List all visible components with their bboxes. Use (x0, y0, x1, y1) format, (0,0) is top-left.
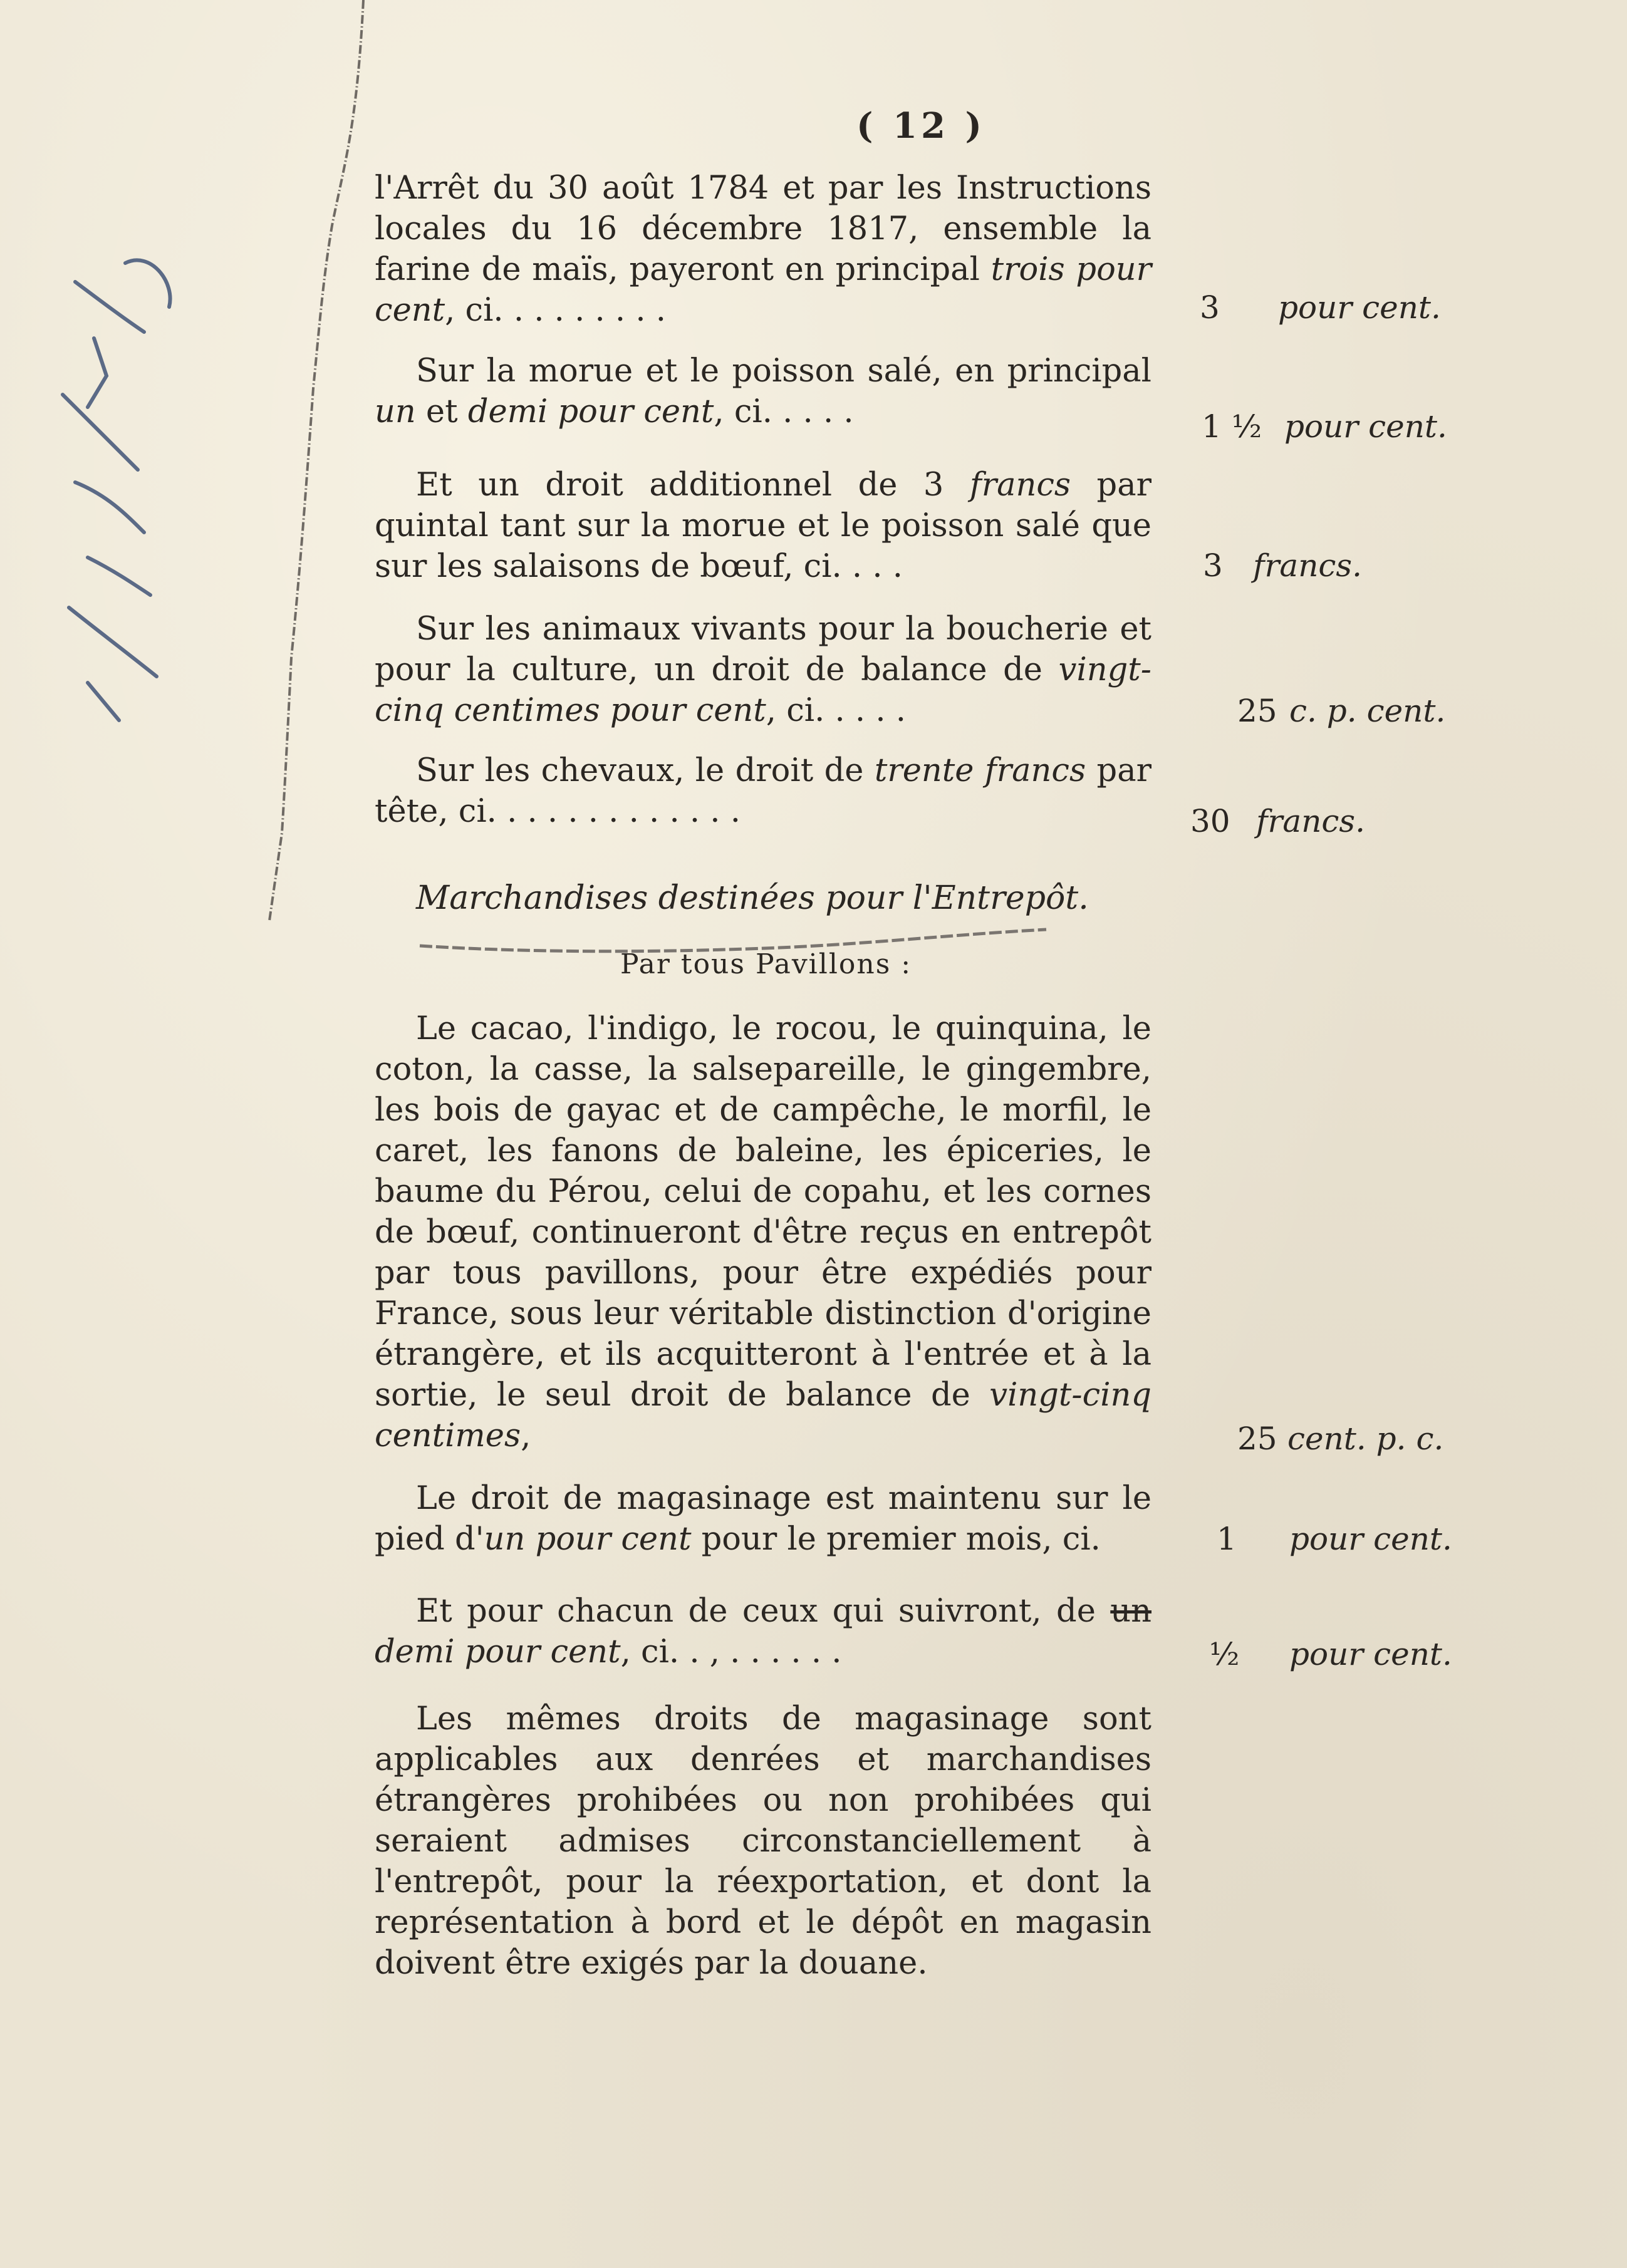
p8-struck: un (1110, 1593, 1151, 1630)
p6-unit: cent. p. c. (1287, 1421, 1444, 1457)
paragraph-5 (375, 750, 1151, 832)
paragraph-3 (375, 465, 1151, 587)
p3-tail: par quintal tant sur la morue et le poisson salé que sur les salaisons de bœuf, ci. . . . (375, 467, 1151, 585)
paragraph-6 (375, 1008, 1151, 1456)
p6-tail: , (521, 1417, 531, 1454)
p2-text: Sur la morue et le poisson salé, en principal (416, 353, 1151, 390)
p6-amount: 25 (1237, 1421, 1277, 1457)
page-number: ( 12 ) (856, 105, 985, 147)
p8-unit: pour cent. (1289, 1636, 1452, 1672)
p2-mid: et (415, 393, 468, 430)
p2-amount: 1 ½ (1202, 408, 1262, 445)
p7-amount: 1 (1217, 1521, 1237, 1557)
p5-text: Sur les chevaux, le droit de (416, 752, 875, 789)
p8-italic: demi pour cent (375, 1634, 621, 1670)
paragraph-9 (375, 1699, 1151, 1984)
margin-pencil-line (263, 0, 376, 940)
p2-italic2: demi pour cent (467, 393, 714, 430)
p3-italic: francs (969, 467, 1071, 504)
p3-amount: 3 (1203, 547, 1223, 584)
p4-italic: vingt-cinq centimes pour cent (375, 651, 1151, 729)
p4-text: Sur les animaux vivants pour la boucherie et pour la culture, un droit de balance de (375, 611, 1151, 688)
p4-unit: c. p. cent. (1289, 693, 1446, 729)
p2-tail: , ci. . . . . (714, 393, 854, 430)
paragraph-7 (375, 1478, 1151, 1560)
p6-italic: vingt-cinq centimes (375, 1377, 1151, 1454)
p1-italic: trois pour cent (375, 251, 1151, 329)
p4-amount: 25 (1237, 693, 1277, 729)
p1-tail: , ci. . . . . . . . . (445, 292, 666, 329)
paragraph-1 (375, 168, 1151, 331)
p1-amount: 3 (1200, 289, 1220, 326)
p5-tail: par tête, ci. . . . . . . . . . . . . (375, 752, 1151, 830)
p8-amount: ½ (1209, 1636, 1240, 1672)
p7-tail: pour le premier mois, ci. (691, 1521, 1101, 1558)
section-heading: Marchandises destinées pour l'Entrepôt. (416, 879, 1089, 917)
p5-unit: francs. (1256, 803, 1365, 839)
p2-italic1: un (375, 393, 416, 430)
p7-text: Le droit de magasinage est maintenu sur le pied d' (375, 1480, 1151, 1558)
p5-amount: 30 (1190, 803, 1230, 839)
margin-scrawl-icon (50, 244, 238, 745)
section-subheading: Par tous Pavillons : (620, 948, 912, 980)
p3-unit: francs. (1253, 547, 1362, 584)
paragraph-8 (375, 1591, 1151, 1672)
p3-text: Et un droit additionnel de 3 (416, 467, 970, 504)
paragraph-4 (375, 609, 1151, 731)
p1-text: l'Arrêt du 30 août 1784 et par les Instructions locales du 16 décembre 1817, ensemble la farine de maïs, payeront en principal (375, 170, 1151, 288)
p8-text: Et pour chacun de ceux qui suivront, de (416, 1593, 1111, 1630)
p5-italic: trente francs (874, 752, 1086, 789)
p7-italic: un pour cent (484, 1521, 692, 1558)
p7-unit: pour cent. (1289, 1521, 1452, 1557)
paragraph-2 (375, 351, 1151, 432)
p4-tail: , ci. . . . . (766, 692, 906, 729)
p6-text: Le cacao, l'indigo, le rocou, le quinquina, le coton, la casse, la salsepareille, le gingembre, les bois de gayac et de campêche, le morfil, le caret, les fanons de baleine, les épiceries, le baume du Pérou, celui de copahu, et les cornes de bœuf, continueront d'être reçus en entrepôt par tous pavillons, pour être expédiés pour France, sous leur véritable distinction d'origine étrangère, et ils acquitteront à l'entrée et à la sortie, le seul droit de balance de (375, 1010, 1151, 1414)
p9-text: Les mêmes droits de magasinage sont applicables aux denrées et marchandises étrangères prohibées ou non prohibées qui seraient admises circonstanciellement à l'entrepôt, pour la réexportation, et dont la représentation à bord et le dépôt en magasin doivent être exigés par la douane. (375, 1701, 1151, 1982)
p8-tail: , ci. . , . . . . . . (620, 1634, 842, 1670)
p1-unit: pour cent. (1278, 289, 1441, 326)
p2-unit: pour cent. (1284, 408, 1447, 445)
